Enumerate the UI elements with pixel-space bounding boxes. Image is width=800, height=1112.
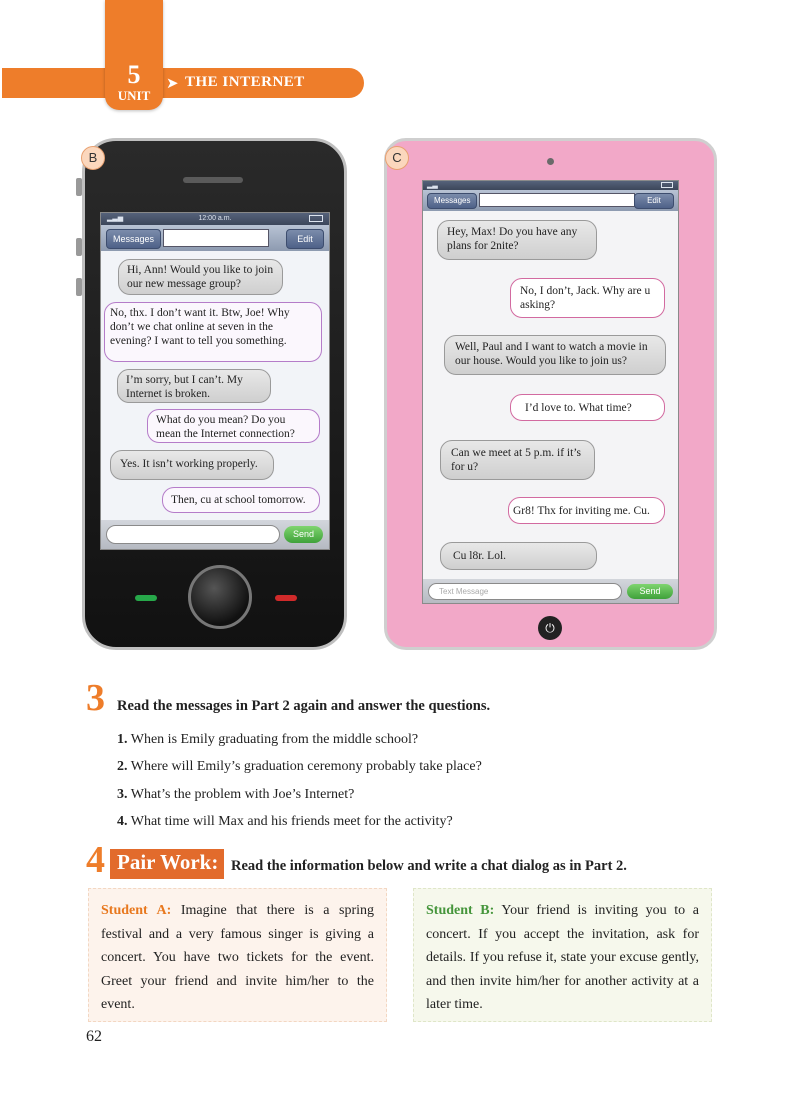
end-call-icon (275, 595, 297, 601)
student-a-label: Student A: (101, 903, 172, 918)
speaker-grille (183, 177, 243, 183)
message-bubble: No, thx. I don’t want it. Btw, Joe! Why don’t we chat online at seven in the evening? I want to tell you something. (104, 302, 322, 362)
exercise-number: 3 (86, 677, 105, 719)
message-toolbar (423, 190, 678, 211)
messages-button[interactable]: Messages (427, 193, 477, 209)
camera-icon (547, 158, 554, 165)
status-bar (101, 213, 329, 225)
message-bubble: No, I don’t, Jack. Why are u asking? (510, 278, 665, 318)
send-button[interactable]: Send (627, 584, 673, 599)
battery-icon (309, 215, 323, 222)
message-toolbar (101, 225, 329, 251)
question-number: 4. (117, 814, 128, 829)
question-item (117, 732, 418, 748)
signal-icon: ▂▃ (427, 182, 438, 189)
phone-call-icon (135, 595, 157, 601)
signal-icon: ▂▃▅ (107, 215, 124, 222)
power-icon: ⏻ (538, 616, 562, 640)
message-input[interactable]: Text Message (428, 583, 622, 600)
message-bubble: Then, cu at school tomorrow. (162, 487, 320, 513)
question-text: What’s the problem with Joe’s Internet? (130, 787, 355, 802)
pair-work-label: Pair Work: (117, 850, 219, 874)
question-item (117, 759, 482, 775)
student-b-label: Student B: (426, 903, 495, 918)
student-a-text: Imagine that there is a spring festival and a very famous singer is giving a concert. You have two tickets for the event. Greet your friend and invite him/her to the event. (101, 903, 374, 1012)
status-time: 12:00 a.m. (198, 215, 232, 222)
question-text: What time will Max and his friends meet for the activity? (130, 814, 453, 829)
message-bubble: What do you mean? Do you mean the Internet connection? (147, 409, 320, 443)
question-number: 3. (117, 787, 128, 802)
message-bubble: Hey, Max! Do you have any plans for 2nite? (437, 220, 597, 260)
chevron-right-icon: ➤ (166, 76, 179, 92)
send-button[interactable]: Send (284, 526, 323, 543)
message-input[interactable] (106, 525, 280, 544)
status-bar (423, 181, 678, 190)
edit-button[interactable]: Edit (634, 193, 674, 209)
student-b-text: Your friend is inviting you to a concert. If you accept the invitation, ask for details. If you refuse it, state your excuse gently, and then invite him/her for another activity at a later time. (426, 903, 699, 1012)
message-bubble: Hi, Ann! Would you like to join our new message group? (118, 259, 283, 295)
unit-banner (2, 68, 364, 98)
question-item (117, 787, 354, 803)
question-text: When is Emily graduating from the middle school? (130, 732, 419, 747)
recipient-field[interactable] (163, 229, 269, 247)
question-number: 2. (117, 759, 128, 774)
edit-button[interactable]: Edit (286, 229, 324, 249)
page-number: 62 (86, 1028, 102, 1045)
message-bubble: Well, Paul and I want to watch a movie in our house. Would you like to join us? (444, 335, 666, 375)
home-button (188, 565, 252, 629)
exercise-heading: Read the information below and write a chat dialog as in Part 2. (231, 858, 627, 874)
phone-b-label: B (81, 146, 105, 170)
message-bubble: Can we meet at 5 p.m. if it’s for u? (440, 440, 595, 480)
message-bubble: Yes. It isn’t working properly. (110, 450, 274, 480)
messages-button[interactable]: Messages (106, 229, 161, 249)
exercise-heading: Read the messages in Part 2 again and answer the questions. (117, 698, 491, 714)
unit-word: UNIT (117, 88, 151, 103)
message-bubble: Cu l8r. Lol. (440, 542, 597, 570)
exercise-number: 4 (86, 839, 105, 881)
question-item (117, 814, 453, 830)
unit-number: 5 (127, 60, 141, 89)
message-bubble: I’d love to. What time? (510, 394, 665, 421)
battery-icon (661, 182, 673, 188)
question-text: Where will Emily’s graduation ceremony probably take place? (130, 759, 482, 774)
message-bubble: I’m sorry, but I can’t. My Internet is broken. (117, 369, 271, 403)
recipient-field[interactable] (479, 193, 635, 207)
question-number: 1. (117, 732, 128, 747)
tablet-c-label: C (385, 146, 409, 170)
message-bubble: Gr8! Thx for inviting me. Cu. (508, 497, 665, 524)
student-a-card (88, 888, 387, 1022)
unit-title: THE INTERNET (185, 74, 305, 90)
student-b-card (413, 888, 712, 1022)
